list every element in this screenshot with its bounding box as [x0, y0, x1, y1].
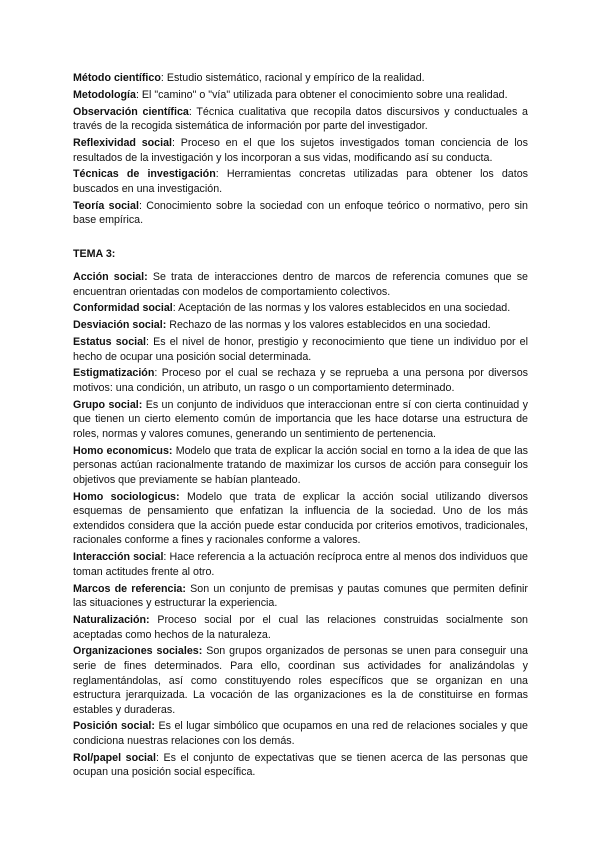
glossary-definition: Hace referencia a la actuación recíproca entre al menos dos individuos que toman actitudes frente al otro.: [73, 551, 528, 578]
glossary-definition: Modelo que trata de explicar la acción social utilizando diversos esquemas de pensamiento que enfatizan la influencia de la sociedad. Uno de los más extendidos considera que la acción puede estar conducida por criterios emotivos, tradicionales, racionales conforme a fines y racionales conforme a valores.: [73, 490, 528, 547]
glossary-definition: Es un conjunto de individuos que interaccionan entre sí con cierta continuidad y que tienen un cierto elemento común de importancia que les hace dotarse una estructura de roles, normas y valores comunes, generando un sentimiento de pertenencia.: [73, 398, 528, 440]
glossary-section-1: [73, 71, 528, 230]
glossary-entry: Observación científica: Técnica cualitativa que recopila datos discursivos y conductuales a través de la recogida sistemática de información por parte del investigador.: [73, 105, 528, 133]
glossary-term: Organizaciones sociales:: [73, 645, 203, 658]
glossary-definition: Es el conjunto de expectativas que se tienen acerca de las personas que ocupan una posición social específica.: [73, 751, 528, 779]
glossary-section-2: [73, 270, 528, 782]
glossary-entry: Rol/papel social: Es el conjunto de expectativas que se tienen acerca de las personas que ocupan una posición social específica.: [73, 751, 528, 779]
glossary-definition: El "camino" o "vía" utilizada para obtener el conocimiento sobre una realidad.: [141, 88, 508, 101]
glossary-term: Teoría social: [73, 199, 139, 212]
glossary-definition: Son un conjunto de premisas y pautas comunes que permiten definir las situaciones y estructurar la experiencia.: [73, 582, 528, 610]
glossary-entry: Reflexividad social: Proceso en el que los sujetos investigados toman conciencia de los resultados de la investigación y los incorporan a sus vidas, modificando así su conducta.: [73, 136, 528, 164]
glossary-term: Marcos de referencia:: [73, 582, 186, 595]
glossary-term: Método científico: [73, 72, 161, 84]
glossary-entry: [73, 490, 528, 548]
glossary-entry: Interacción social: Hace referencia a la actuación recíproca entre al menos dos individuos que toman actitudes frente al otro.: [73, 551, 528, 578]
glossary-term: Observación científica: [73, 105, 189, 118]
glossary-entry: Estatus social: Es el nivel de honor, prestigio y reconocimiento que tiene un individuo por el hecho de ocupar una posición social determinada.: [73, 335, 529, 363]
glossary-entry: [73, 444, 528, 488]
glossary-term: Conformidad social: [73, 302, 173, 315]
glossary-definition: Es el lugar simbólico que ocupamos en una red de relaciones sociales y que condiciona nuestras relaciones con los demás.: [73, 720, 528, 748]
glossary-term: Estigmatización: [73, 367, 155, 380]
glossary-term: Interacción social: [73, 551, 164, 564]
glossary-entry: [73, 644, 528, 717]
glossary-term: Rol/papel social: [73, 751, 156, 764]
glossary-definition: Se trata de interacciones dentro de marcos de referencia comunes que se encuentran orientadas con modelos de comportamiento colectivos.: [73, 271, 528, 298]
glossary-definition: Herramientas concretas utilizadas para obtener los datos buscados en una investigación.: [73, 168, 528, 195]
glossary-term: Desviación social:: [73, 319, 167, 332]
glossary-entry: [73, 613, 528, 642]
section-heading: TEMA 3:: [73, 248, 116, 260]
glossary-term: Grupo social:: [73, 398, 143, 411]
glossary-term: Homo economicus:: [73, 444, 173, 457]
glossary-term: Naturalización:: [73, 613, 150, 626]
glossary-definition: Técnica cualitativa que recopila datos discursivos y conductuales a través de la recogida sistemática de información por parte del investigador.: [73, 105, 528, 133]
glossary-entry: [73, 582, 528, 611]
glossary-entry: Metodología: El "camino" o "vía" utilizada para obtener el conocimiento sobre una realidad.: [73, 88, 508, 101]
glossary-definition: Modelo que trata de explicar la acción social en torno a la idea de que las personas actúan racionalmente tratando de maximizar los cursos de acción para conseguir los objetivos que previamente se habían planteado.: [73, 444, 528, 486]
glossary-term: Estatus social: [73, 335, 147, 348]
glossary-entry: Teoría social: Conocimiento sobre la sociedad con un enfoque teórico o normativo, pero sin base empírica.: [73, 199, 528, 227]
glossary-definition: Rechazo de las normas y los valores establecidos en una sociedad.: [169, 319, 491, 332]
glossary-entry: Estigmatización: Proceso por el cual se rechaza y se repruebа a una persona por diversos motivos: una condición, un atributo, un rasgo o un comportamiento determinado.: [73, 367, 528, 394]
glossary-term: Reflexividad social: [73, 136, 172, 149]
glossary-definition: Proceso social por el cual las relaciones construidas socialmente son aceptadas como hechos de la naturaleza.: [73, 613, 528, 641]
glossary-entry: Técnicas de investigación: Herramientas concretas utilizadas para obtener los datos buscados en una investigación.: [73, 168, 528, 195]
glossary-definition: Es el nivel de honor, prestigio y reconocimiento que tiene un individuo por el hecho de ocupar una posición social determinada.: [73, 335, 529, 363]
glossary-definition: Aceptación de las normas y los valores establecidos en una sociedad.: [178, 302, 511, 315]
glossary-definition: Estudio sistemático, racional y empírico de la realidad.: [166, 72, 425, 84]
glossary-entry: [73, 398, 528, 442]
glossary-entry: [73, 719, 528, 748]
glossary-term: Posición social:: [73, 720, 155, 733]
glossary-term: Metodología: [73, 88, 136, 101]
glossary-definition: Conocimiento sobre la sociedad con un enfoque teórico o normativo, pero sin base empírica.: [73, 199, 528, 227]
glossary-entry: [73, 270, 528, 299]
glossary-term: Acción social:: [73, 271, 148, 283]
glossary-entry: Método científico: Estudio sistemático, racional y empírico de la realidad.: [73, 72, 425, 84]
glossary-definition: Son grupos organizados de personas se unen para conseguir una serie de fines determinados. Para ello, coordinan sus actividades for analizándolas y reglamentándolas, así como constituyendo roles específicos que se organizan en una estructura jerarquizada. La vocación de las organizaciones es la de constituirse en formas estables y duraderas.: [73, 645, 528, 716]
glossary-term: Técnicas de investigación: [73, 168, 216, 181]
glossary-entry: [73, 318, 528, 333]
glossary-term: Homo sociologicus:: [73, 490, 180, 503]
glossary-definition: Proceso por el cual se rechaza y se repruebа a una persona por diversos motivos: una condición, un atributo, un rasgo o un comportamiento determinado.: [73, 367, 528, 394]
glossary-definition: Proceso en el que los sujetos investigados toman conciencia de los resultados de la investigación y los incorporan a sus vidas, modificando así su conducta.: [73, 136, 528, 164]
glossary-entry: Conformidad social: Aceptación de las normas y los valores establecidos en una sociedad.: [73, 302, 511, 315]
